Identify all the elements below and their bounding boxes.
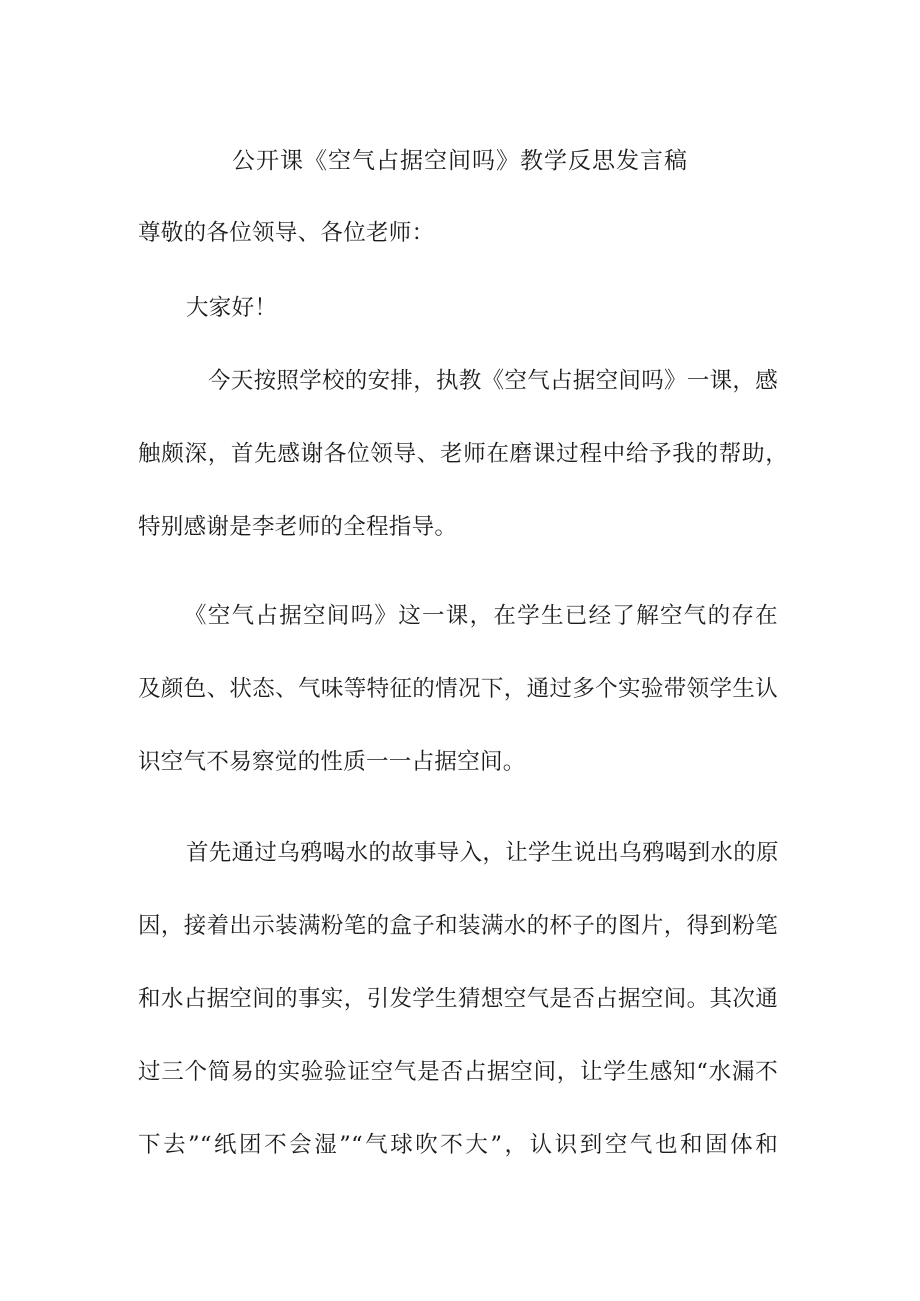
paragraph-3-line-3: 和水占据空间的事实，引发学生猜想空气是否占据空间。其次通 (138, 986, 778, 1012)
paragraph-2-line-3: 识空气不易察觉的性质一一占据空间。 (138, 749, 526, 775)
salutation: 尊敬的各位领导、各位老师： (138, 220, 435, 246)
paragraph-3-line-5: 下去”“纸团不会湿”“气球吹不大”，认识到空气也和固体和 (138, 1132, 778, 1158)
greeting: 大家好！ (186, 295, 278, 321)
document-title: 公开课《空气占据空间吗》教学反思发言稿 (232, 148, 688, 174)
paragraph-1-line-2: 触颇深，首先感谢各位领导、老师在磨课过程中给予我的帮助， (138, 441, 788, 467)
paragraph-2-line-2: 及颜色、状态、气味等特征的情况下，通过多个实验带领学生认 (138, 676, 778, 702)
paragraph-3-line-4: 过三个简易的实验验证空气是否占据空间，让学生感知“水漏不 (138, 1059, 778, 1085)
paragraph-1-line-3: 特别感谢是李老师的全程指导。 (138, 514, 458, 540)
paragraph-3-line-1: 首先通过乌鸦喝水的故事导入，让学生说出乌鸦喝到水的原 (186, 840, 779, 866)
paragraph-2-line-1: 《空气占据空间吗》这一课，在学生已经了解空气的存在 (184, 603, 778, 629)
paragraph-1-line-1: 今天按照学校的安排，执教《空气占据空间吗》一课，感 (208, 368, 779, 394)
paragraph-3-line-2: 因，接着出示装满粉笔的盒子和装满水的杯子的图片，得到粉笔 (138, 913, 778, 939)
